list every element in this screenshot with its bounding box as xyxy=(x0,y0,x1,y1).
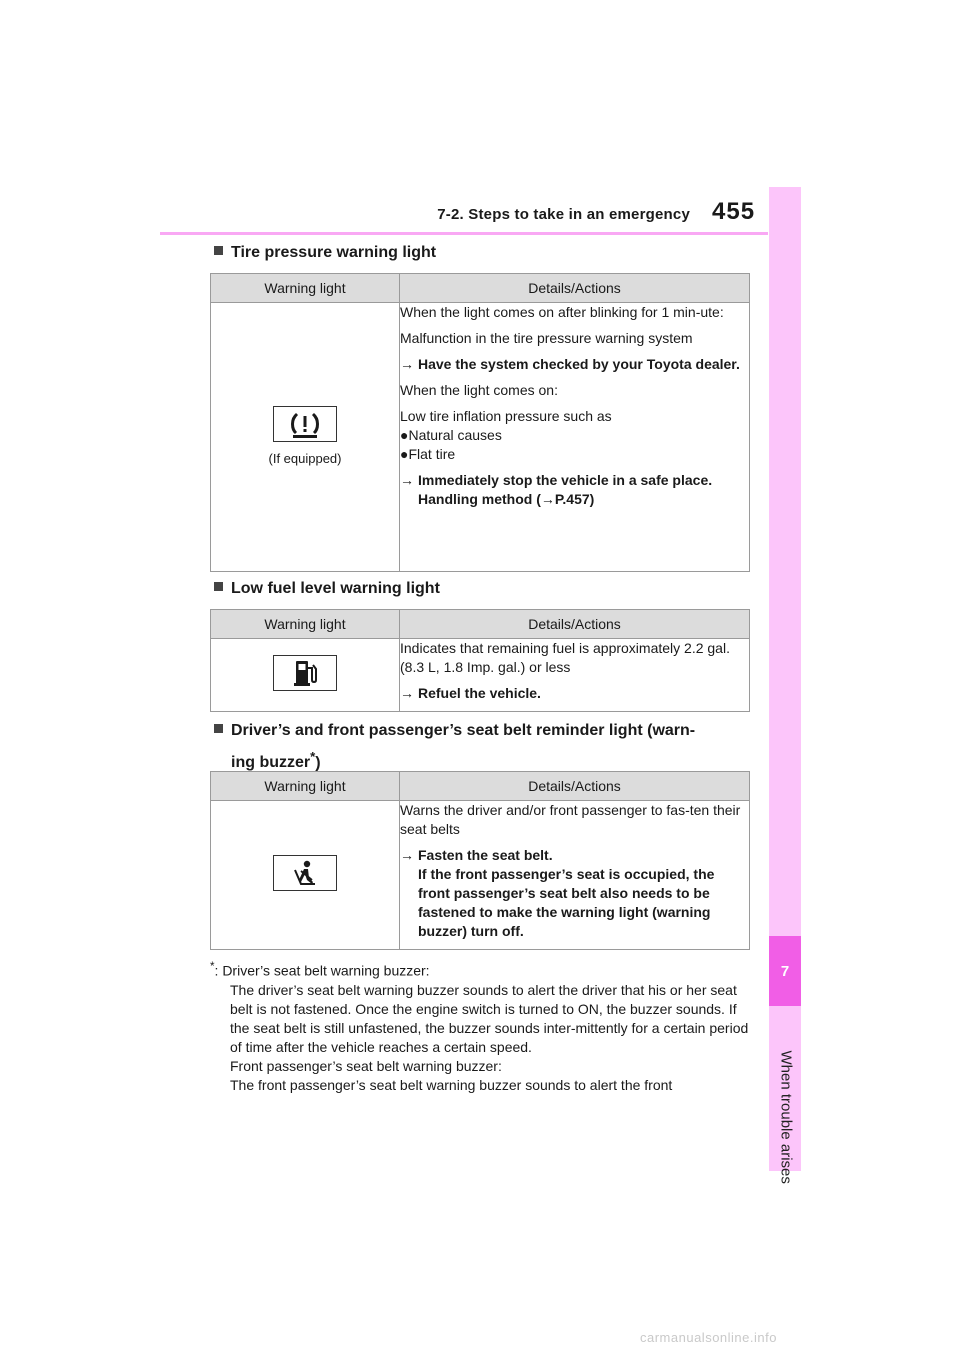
arrow-icon: → xyxy=(400,472,414,488)
column-header-details: Details/Actions xyxy=(400,610,750,639)
warning-light-cell xyxy=(211,801,400,950)
action-text-line: Immediately stop the vehicle in a safe place. xyxy=(418,472,713,488)
action-item xyxy=(400,355,749,374)
warning-light-cell xyxy=(211,303,400,572)
page-number: 455 xyxy=(712,198,756,225)
action-text-line: Handling method (→P.457) xyxy=(418,491,595,507)
action-item xyxy=(400,471,749,509)
section-heading-text: Driver’s and front passenger’s seat belt reminder light (warn- xyxy=(231,722,696,739)
detail-text: When the light comes on: xyxy=(400,382,558,398)
warning-light-cell xyxy=(211,639,400,712)
chapter-title: When trouble arises xyxy=(777,1050,795,1184)
arrow-icon: → xyxy=(400,356,414,372)
footnote xyxy=(210,957,755,1095)
column-header-warning-light: Warning light xyxy=(211,274,400,303)
low-fuel-table xyxy=(210,609,750,712)
section-heading-text: ing buzzer xyxy=(231,754,311,772)
list-item-text: Flat tire xyxy=(408,446,456,462)
section-heading-text: Low fuel level warning light xyxy=(231,580,440,597)
list-item xyxy=(400,426,749,445)
action-item xyxy=(400,684,749,703)
table-row xyxy=(211,639,750,712)
header-divider xyxy=(160,232,768,235)
action-text: Refuel the vehicle. xyxy=(418,685,541,701)
action-item xyxy=(400,846,749,941)
detail-text: Warns the driver and/or front passenger to fas-ten their seat belts xyxy=(400,802,741,837)
table-row xyxy=(211,801,750,950)
footnote-text: : Driver’s seat belt warning buzzer: xyxy=(214,962,430,979)
chapter-number: 7 xyxy=(769,936,801,1006)
footnote-marker: * xyxy=(310,749,316,764)
section-heading-low-fuel xyxy=(214,580,440,598)
detail-text: Low tire inflation pressure such as xyxy=(400,408,612,424)
details-cell xyxy=(400,303,750,572)
section-heading-text: Tire pressure warning light xyxy=(231,244,437,261)
footnote-paragraph: The driver’s seat belt warning buzzer sounds to alert the driver that his or her seat belt is not fastened. Once the engine switch is turned to ON, the buzzer sounds. If the seat belt is still unfastened, the buzzer sounds inter-mittently for a certain period of time after the vehicle reaches a certain speed. xyxy=(230,981,749,1055)
section-heading-text: ) xyxy=(315,754,321,772)
table-header-row xyxy=(211,772,750,801)
table-header-row xyxy=(211,274,750,303)
column-header-details: Details/Actions xyxy=(400,274,750,303)
details-cell xyxy=(400,801,750,950)
square-bullet-icon xyxy=(214,724,223,733)
action-text: Have the system checked by your Toyota dealer. xyxy=(418,356,740,372)
arrow-icon: → xyxy=(400,685,414,701)
if-equipped-note: (If equipped) xyxy=(268,451,342,466)
section-title: 7-2. Steps to take in an emergency xyxy=(437,206,690,223)
detail-text: When the light comes on after blinking for 1 min-ute: xyxy=(400,304,724,320)
action-text-line: Fasten the seat belt. xyxy=(418,847,553,863)
square-bullet-icon xyxy=(214,246,223,255)
arrow-icon: → xyxy=(400,847,414,863)
details-cell xyxy=(400,639,750,712)
section-heading-tire-pressure xyxy=(214,244,436,262)
column-header-warning-light: Warning light xyxy=(211,772,400,801)
action-text xyxy=(418,846,749,941)
action-text xyxy=(418,471,712,509)
footnote-line xyxy=(210,957,755,981)
column-header-warning-light: Warning light xyxy=(211,610,400,639)
section-heading-seat-belt xyxy=(214,718,695,776)
footnote-marker: * xyxy=(210,960,215,973)
table-row xyxy=(211,303,750,572)
bullet-icon: ● xyxy=(400,446,409,462)
tire-pressure-warning-icon xyxy=(273,406,337,442)
table-header-row xyxy=(211,610,750,639)
footnote-paragraph: The front passenger’s seat belt warning buzzer sounds to alert the front xyxy=(230,1076,673,1093)
column-header-details: Details/Actions xyxy=(400,772,750,801)
tire-pressure-table xyxy=(210,273,750,572)
seat-belt-table xyxy=(210,771,750,950)
footnote-line: Front passenger’s seat belt warning buzzer: xyxy=(230,1057,502,1074)
watermark: carmanualsonline.info xyxy=(640,1330,777,1345)
bullet-icon: ● xyxy=(400,427,409,443)
detail-text: Indicates that remaining fuel is approximately 2.2 gal. (8.3 L, 1.8 Imp. gal.) or less xyxy=(400,640,730,675)
seat-belt-reminder-icon xyxy=(273,855,337,891)
chapter-side-tab xyxy=(769,187,801,1184)
detail-text: Malfunction in the tire pressure warning system xyxy=(400,330,693,346)
fuel-pump-icon xyxy=(273,655,337,691)
square-bullet-icon xyxy=(214,582,223,591)
list-item-text: Natural causes xyxy=(408,427,502,443)
list-item xyxy=(400,445,749,464)
action-text-line: If the front passenger’s seat is occupied, the front passenger’s seat belt also needs to be fastened to make the warning light (warning buzzer) turn off. xyxy=(418,866,715,939)
